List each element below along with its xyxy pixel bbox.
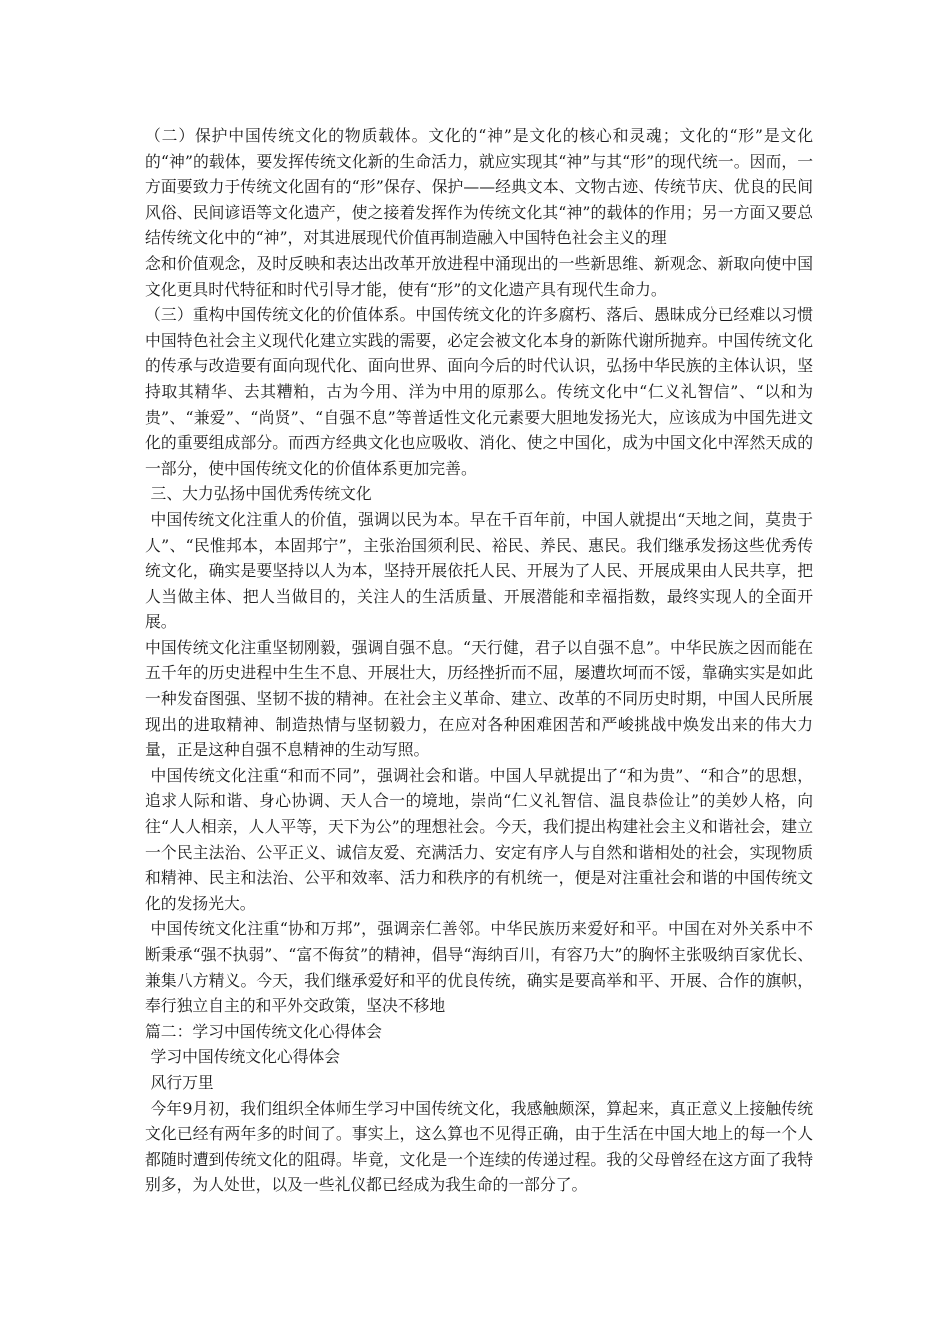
article-two-title: 学习中国传统文化心得体会 <box>150 1047 341 1067</box>
paragraph-self-improvement: 中国传统文化注重坚韧刚毅，强调自强不息。“天行健，君子以自强不息”。中华民族之因而能在五千年的历史进程中生生不息、开展壮大，历经挫折而不屈，屡遭坎坷而不馁，靠确实实是如此一种发奋图强、坚韧不拔的精神。在社会主义革命、建立、改革的不同历史时期，中国人民所展现出的进取精神、制造热情与坚韧毅力，在应对各种困难困苦和严峻挑战中焕发出来的伟大力量，正是这种自强不息精神的生动写照。 <box>145 637 813 760</box>
document-body <box>145 123 813 1198</box>
paragraph-reconstruct-value-system: （三）重构中国传统文化的价值体系。中国传统文化的许多腐朽、落后、愚昧成分已经难以习惯中国特色社会主义现代化建立实践的需要，必定会被文化本身的新陈代谢所抛弃。中国传统文化的传承与改造要有面向现代化、面向世界、面向今后的时代认识，弘扬中华民族的主体认识，坚持取其精华、去其糟粕，古为今用、洋为中用的原那么。传统文化中“仁义礼智信”、“以和为贵”、“兼爱”、“尚贤”、“自强不息”等普适性文化元素要大胆地发扬光大，应该成为中国先进文化的重要组成部分。而西方经典文化也应吸收、消化、使之中国化，成为中国文化中浑然天成的一部分，使中国传统文化的价值体系更加完善。 <box>145 305 813 478</box>
paragraph-protect-material-carrier: （二）保护中国传统文化的物质载体。文化的“神”是文化的核心和灵魂；文化的“形”是文化的“神”的载体，要发挥传统文化新的生命活力，就应实现其“神”与其“形”的现代统一。因而，一方面要致力于传统文化固有的“形”保存、保护——经典文本、文物古迹、传统节庆、优良的民间风俗、民间谚语等文化遗产，使之接着发挥作为传统文化其“神”的载体的作用；另一方面又要总结传统文化中的“神”，对其进展现代价值再制造融入中国特色社会主义的理 <box>145 126 813 248</box>
article-two-heading: 篇二：学习中国传统文化心得体会 <box>145 1021 382 1041</box>
paragraph-peace: 中国传统文化注重“协和万邦”，强调亲仁善邻。中华民族历来爱好和平。中国在对外关系中不断秉承“强不执弱”、“富不侮贫”的精神，倡导“海纳百川，有容乃大”的胸怀主张吸纳百家优长、兼集八方精义。今天，我们继承爱好和平的优良传统，确实是要高举和平、开展、合作的旗帜，奉行独立自主的和平外交政策，坚决不移地 <box>145 919 813 1016</box>
section-heading-promote-culture: 三、大力弘扬中国优秀传统文化 <box>150 484 372 504</box>
paragraph-protect-continued: 念和价值观念，及时反映和表达出改革开放进程中涌现出的一些新思维、新观念、新取向使中国文化更具时代特征和时代引导才能，使有“形”的文化遗产具有现代生命力。 <box>145 253 813 299</box>
paragraph-human-value: 中国传统文化注重人的价值，强调以民为本。早在千百年前，中国人就提出“天地之间，莫贵于人”、“民惟邦本，本固邦宁”，主张治国须利民、裕民、养民、惠民。我们继承发扬这些优秀传统文化，确实是要坚持以人为本，坚持开展依托人民、开展为了人民、开展成果由人民共享，把人当做主体、把人当做目的，关注人的生活质量、开展潜能和幸福指数，最终实现人的全面开展。 <box>145 509 813 632</box>
article-two-paragraph: 今年9月初，我们组织全体师生学习中国传统文化，我感触颇深，算起来，真正意义上接触传统文化已经有两年多的时间了。事实上，这么算也不见得正确，由于生活在中国大地上的每一个人都随时遭到传统文化的阻碍。毕竟，文化是一个连续的传递过程。我的父母曾经在这方面了我特别多，为人处世，以及一些礼仪都已经成为我生命的一部分了。 <box>145 1098 813 1195</box>
article-two-author: 风行万里 <box>150 1072 214 1092</box>
paragraph-harmony: 中国传统文化注重“和而不同”，强调社会和谐。中国人早就提出了“和为贵”、“和合”的思想，追求人际和谐、身心协调、天人合一的境地，崇尚“仁义礼智信、温良恭俭让”的美妙人格，向往“人人相亲，人人平等，天下为公”的理想社会。今天，我们提出构建社会主义和谐社会，建立一个民主法治、公平正义、诚信友爱、充满活力、安定有序人与自然和谐相处的社会，实现物质和精神、民主和法治、公平和效率、活力和秩序的有机统一，便是对注重社会和谐的中国传统文化的发扬光大。 <box>145 765 813 913</box>
